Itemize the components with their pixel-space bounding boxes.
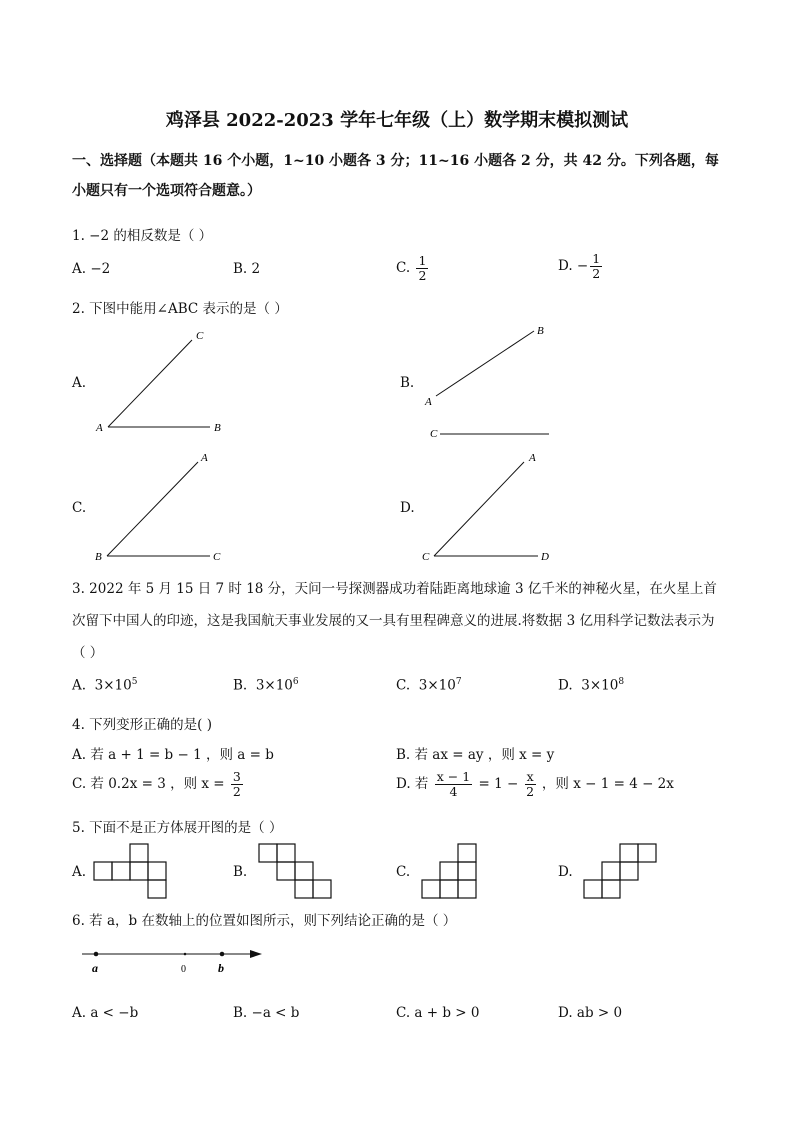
label-b: B xyxy=(537,325,544,337)
label-c: C xyxy=(196,330,204,342)
base: 3×10 xyxy=(255,677,293,694)
q1-option-c-label: C. xyxy=(396,260,411,276)
base: 3×10 xyxy=(581,677,619,694)
question-4-stem: 4. 下列变形正确的是( ) xyxy=(72,717,212,733)
q5-option-d: D. xyxy=(558,864,573,880)
q5-option-b: B. xyxy=(233,864,248,880)
q6-option-c: C. a + b > 0 xyxy=(396,1005,480,1021)
question-3-stem: 3. 2022 年 5 月 15 日 7 时 18 分，天问一号探测器成功着陆距离地球逾 3 亿千米的神秘火星，在火星上首次留下中国人的印迹，这是我国航天事业发展的又一具有里程碑意义的进展.将数据 3 亿用科学记数法表示为（ ） xyxy=(72,581,717,661)
label-a: A xyxy=(201,452,208,464)
question-5-stem: 5. 下面不是正方体展开图的是（ ） xyxy=(72,820,283,836)
label-zero: 0 xyxy=(181,964,186,975)
q2-option-b: B. xyxy=(400,375,415,391)
net-c xyxy=(422,844,476,898)
q6-option-a: A. a < −b xyxy=(72,1005,139,1021)
q6-option-d: D. ab > 0 xyxy=(558,1005,623,1021)
denominator: 2 xyxy=(592,266,601,281)
label-c: C xyxy=(430,428,438,440)
label-a: A xyxy=(529,452,536,464)
label-a: a xyxy=(92,961,98,975)
label-a: A xyxy=(96,422,103,434)
point-b xyxy=(220,952,225,957)
q1-option-a: A. −2 xyxy=(72,261,111,277)
net-a xyxy=(94,844,166,898)
label-a: A xyxy=(425,396,432,408)
net-b xyxy=(259,844,331,898)
option-label: C. xyxy=(396,677,411,694)
q6-option-b: B. −a < b xyxy=(233,1005,300,1021)
q1-option-d-label: D. − xyxy=(558,258,589,274)
denominator: 2 xyxy=(232,784,241,799)
question-1-stem: 1. −2 的相反数是（ ） xyxy=(72,228,213,244)
label-c: C xyxy=(422,551,430,563)
option-text: C. 若 0.2x = 3 ，则 x = xyxy=(72,776,225,792)
q1-option-b: B. 2 xyxy=(233,261,261,277)
numerator: 1 xyxy=(418,253,427,268)
net-d xyxy=(584,844,656,898)
denominator: 4 xyxy=(449,784,458,799)
label-b: b xyxy=(218,961,224,975)
label-b: B xyxy=(95,551,102,563)
q2-option-a: A. xyxy=(72,375,87,391)
question-2-stem: 2. 下图中能用∠ABC 表示的是（ ） xyxy=(72,301,288,317)
base: 3×10 xyxy=(418,677,456,694)
page-title: 鸡泽县 2022-2023 学年七年级（上）数学期末模拟测试 xyxy=(165,110,629,131)
q5-option-a: A. xyxy=(72,864,87,880)
arrow-icon xyxy=(250,950,262,958)
option-label: B. xyxy=(233,677,248,694)
exponent: 6 xyxy=(292,677,299,687)
numerator: x − 1 xyxy=(436,769,471,784)
option-text: = 1 − xyxy=(478,776,519,792)
base: 3×10 xyxy=(94,677,132,694)
numerator: 1 xyxy=(592,251,601,266)
q5-option-c: C. xyxy=(396,864,411,880)
option-label: D. xyxy=(558,677,573,694)
section-heading: 一、选择题（本题共 16 个小题，1~10 小题各 3 分；11~16 小题各 2 分，共 42 分。下列各题，每小题只有一个选项符合题意。） xyxy=(72,153,719,199)
denominator: 2 xyxy=(526,784,535,799)
point-zero xyxy=(184,953,187,956)
q2-option-d: D. xyxy=(400,500,415,516)
numerator: x xyxy=(526,769,534,784)
numerator: 3 xyxy=(232,769,241,784)
option-text: D. 若 xyxy=(396,776,429,792)
q4-option-b: B. 若 ax = ay ，则 x = y xyxy=(396,747,555,763)
option-text: ，则 x − 1 = 4 − 2x xyxy=(541,776,674,792)
label-d: D xyxy=(541,551,549,563)
q4-option-a: A. 若 a + 1 = b − 1 ，则 a = b xyxy=(72,747,274,763)
question-6-stem: 6. 若 a，b 在数轴上的位置如图所示，则下列结论正确的是（ ） xyxy=(72,913,457,929)
exponent: 7 xyxy=(455,677,462,687)
label-b: B xyxy=(214,422,221,434)
denominator: 2 xyxy=(418,268,427,283)
number-line xyxy=(0,940,794,980)
point-a xyxy=(94,952,99,957)
exponent: 5 xyxy=(131,677,138,687)
exponent: 8 xyxy=(618,677,625,687)
label-c: C xyxy=(213,551,221,563)
q2-option-c: C. xyxy=(72,500,87,516)
option-label: A. xyxy=(72,677,87,694)
